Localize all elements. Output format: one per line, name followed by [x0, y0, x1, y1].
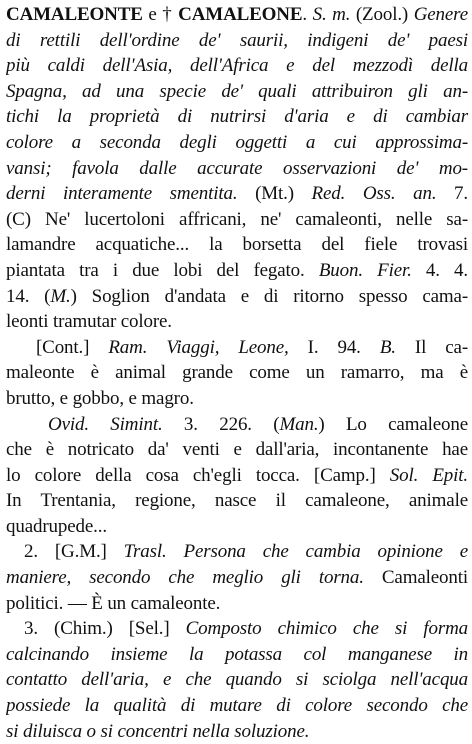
italic-text: Ram. Viaggi, Leone,	[108, 336, 289, 358]
entry-line	[6, 130, 468, 156]
italic-text: vansi; favola dalle accurate osservazioni de' mo-	[6, 157, 468, 179]
italic-text: Ovid. Simint.	[48, 413, 163, 435]
entry-line	[6, 463, 468, 489]
entry-line	[6, 335, 468, 361]
entry-text: che è notricato da' venti e dall'aria, incontanente hae	[6, 439, 468, 461]
italic-text: Composto chimico che si forma	[185, 618, 468, 640]
entry-line	[6, 539, 468, 565]
entry-text: 7.	[436, 183, 468, 205]
italic-text: possiede la qualità di mutare di colore secondo che	[6, 695, 468, 717]
entry-line	[6, 488, 468, 514]
entry-line	[6, 565, 468, 591]
entry-line	[6, 386, 468, 412]
entry-line	[6, 719, 468, 744]
entry-line	[6, 616, 468, 642]
italic-text: contatto dell'aria, e che quando si sciolga nell'acqua	[6, 669, 468, 691]
italic-text: colore a seconda degli oggetti a cui approssima-	[6, 131, 468, 153]
entry-line	[6, 104, 468, 130]
entry-text: [Cont.]	[36, 336, 109, 358]
italic-text: più caldi dell'Asia, dell'Africa e del mezzodì della	[6, 55, 468, 77]
entry-text: maleonte è animal grande come un ramarro, ma è	[6, 362, 468, 384]
entry-text: 3. 226. (	[162, 413, 280, 435]
entry-line	[6, 2, 468, 28]
entry-text: leonti tramutar colore.	[6, 311, 172, 333]
entry-text: .	[302, 4, 313, 25]
italic-text: Spagna, ad una specie de' quali attribuiron gli an-	[6, 80, 468, 102]
headword: CAMALEONE	[178, 4, 303, 25]
entry-text: I. 94.	[288, 336, 380, 358]
entry-text: ) Soglion d'andata e di ritorno spesso cama-	[70, 285, 468, 307]
entry-text: quadrupede...	[6, 515, 107, 537]
entry-line	[6, 232, 468, 258]
entry-text: politici. — È un camaleonte.	[6, 592, 221, 614]
italic-text: di rettili dell'ordine de' saurii, indigeni de' paesi	[6, 29, 468, 51]
entry-line	[6, 156, 468, 182]
entry-text: (Mt.)	[255, 183, 312, 205]
entry-text: ) Lo camaleone	[318, 413, 468, 435]
italic-text: Genere	[413, 4, 468, 25]
entry-line	[6, 284, 468, 310]
entry-text: 3. (Chim.) [Sel.]	[24, 618, 186, 640]
italic-text: M.	[50, 285, 71, 307]
entry-line	[6, 693, 468, 719]
entry-line	[6, 79, 468, 105]
entry-text: Il ca-	[395, 336, 468, 358]
entry-line	[6, 514, 468, 540]
entry-line	[6, 642, 468, 668]
entry-line	[6, 360, 468, 386]
italic-text: S. m.	[312, 4, 351, 25]
entry-text: lamandre acquatiche... la borsetta del fiele trovasi	[6, 234, 468, 256]
italic-text: Man.	[279, 413, 319, 435]
entry-line	[6, 181, 468, 207]
entry-line	[6, 437, 468, 463]
entry-text: (C) Ne' lucertoloni affricani, ne' camaleonti, nelle sa-	[6, 208, 468, 230]
headword: CAMALEONTE	[6, 4, 143, 25]
entry-text: lo colore della cosa ch'egli tocca. [Camp.]	[6, 464, 390, 486]
entry-line	[6, 591, 468, 617]
entry-text: 4. 4.	[411, 259, 468, 281]
dictionary-entry	[6, 2, 468, 744]
italic-text: maniere, secondo che meglio gli torna.	[6, 567, 364, 589]
italic-text: B.	[379, 336, 396, 358]
entry-text: brutto, e gobbo, e magro.	[6, 387, 194, 409]
entry-line	[6, 412, 468, 438]
entry-line	[6, 53, 468, 79]
italic-text: Sol. Epit.	[389, 464, 468, 486]
entry-text: 2. [G.M.]	[24, 541, 124, 563]
italic-text: tichi la proprietà di nutrirsi d'aria e di cambiar	[6, 106, 468, 128]
entry-line	[6, 667, 468, 693]
italic-text: calcinando insieme la potassa col manganese in	[6, 643, 468, 665]
italic-text: Trasl. Persona che cambia opinione e	[123, 541, 468, 563]
entry-line	[6, 258, 468, 284]
entry-text: (Zool.)	[350, 4, 414, 25]
italic-text: derni interamente smentita.	[6, 183, 256, 205]
entry-text: 14. (	[6, 285, 51, 307]
entry-line	[6, 28, 468, 54]
entry-text: e †	[142, 4, 179, 25]
entry-line	[6, 309, 468, 335]
entry-line	[6, 207, 468, 233]
entry-text: Camaleonti	[363, 567, 468, 589]
entry-text: piantata tra i due lobi del fegato.	[6, 259, 319, 281]
italic-text: Red. Oss. an.	[311, 183, 437, 205]
italic-text: si diluisca o si concentri nella soluzione.	[6, 720, 310, 742]
entry-text: In Trentania, regione, nasce il camaleone, animale	[6, 490, 468, 512]
italic-text: Buon. Fier.	[318, 259, 412, 281]
